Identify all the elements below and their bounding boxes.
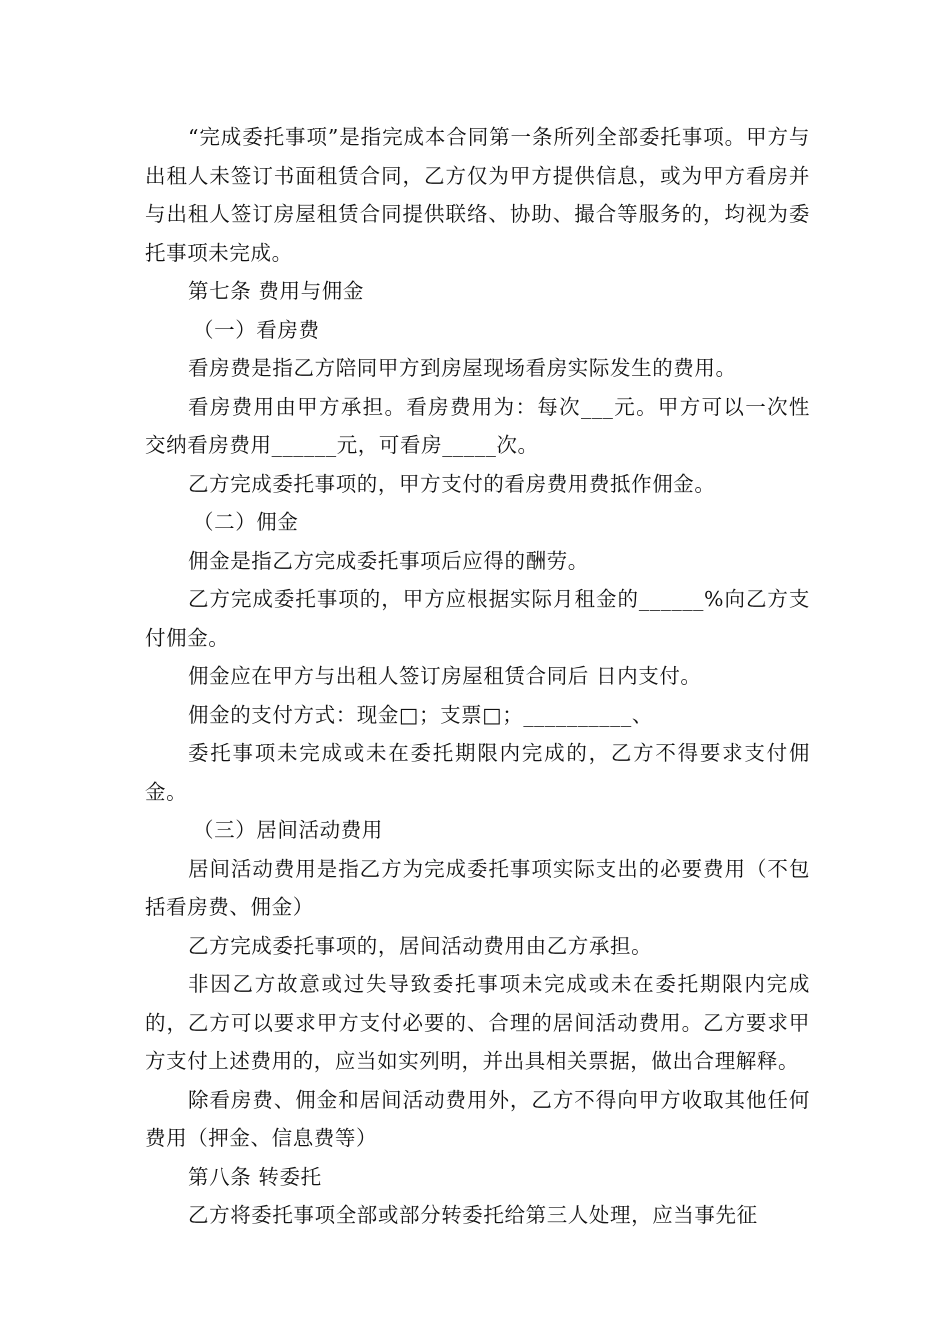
article-7-heading: 第七条 费用与佣金 — [188, 279, 364, 303]
paragraph-commission-rate: 乙方完成委托事项的，甲方应根据实际月租金的______%向乙方支付佣金。 — [145, 587, 810, 650]
paragraph-no-other-fees: 除看房费、佣金和居间活动费用外，乙方不得向甲方收取其他任何费用（押金、信息费等） — [145, 1087, 810, 1150]
paragraph-commission-definition: 佣金是指乙方完成委托事项后应得的酬劳。 — [188, 548, 589, 573]
paragraph-commission-deadline: 佣金应在甲方与出租人签订房屋租赁合同后 日内支付。 — [188, 664, 702, 688]
article-8-heading: 第八条 转委托 — [188, 1164, 322, 1189]
paragraph-intermediary-expenses-definition: 居间活动费用是指乙方为完成委托事项实际支出的必要费用（不包括看房费、佣金） — [145, 856, 810, 919]
section-intermediary-expenses-heading: （三）居间活动费用 — [193, 818, 383, 842]
section-commission-heading: （二）佣金 — [193, 510, 299, 534]
paragraph-subdelegation: 乙方将委托事项全部或部分转委托给第三人处理，应当事先征 — [188, 1203, 758, 1227]
paragraph-completion-definition: “完成委托事项”是指完成本合同第一条所列全部委托事项。甲方与出租人未签订书面租赁合同，乙方仅为甲方提供信息，或为甲方看房并与出租人签订房屋租赁合同提供联络、协助、撮合等服务的，均视为委托事项未完成。 — [145, 125, 810, 265]
section-viewing-fee-heading: （一）看房费 — [193, 317, 320, 342]
paragraph-viewing-fee-definition: 看房费是指乙方陪同甲方到房屋现场看房实际发生的费用。 — [188, 356, 737, 380]
document-body — [145, 118, 810, 1235]
paragraph-intermediary-expenses-borne: 乙方完成委托事项的，居间活动费用由乙方承担。 — [188, 933, 653, 958]
paragraph-viewing-fee-amount: 看房费用由甲方承担。看房费用为：每次___元。甲方可以一次性交纳看房费用______元，可看房_____次。 — [145, 394, 810, 457]
paragraph-viewing-fee-offset: 乙方完成委托事项的，甲方支付的看房费用费抵作佣金。 — [188, 471, 716, 496]
paragraph-commission-not-completed: 委托事项未完成或未在委托期限内完成的，乙方不得要求支付佣金。 — [145, 741, 810, 804]
paragraph-commission-payment-method: 佣金的支付方式：现金□；支票□；__________、 — [188, 702, 653, 727]
paragraph-intermediary-expenses-claim: 非因乙方故意或过失导致委托事项未完成或未在委托期限内完成的，乙方可以要求甲方支付必要的、合理的居间活动费用。乙方要求甲方支付上述费用的，应当如实列明，并出具相关票据，做出合理解释。 — [145, 972, 810, 1073]
